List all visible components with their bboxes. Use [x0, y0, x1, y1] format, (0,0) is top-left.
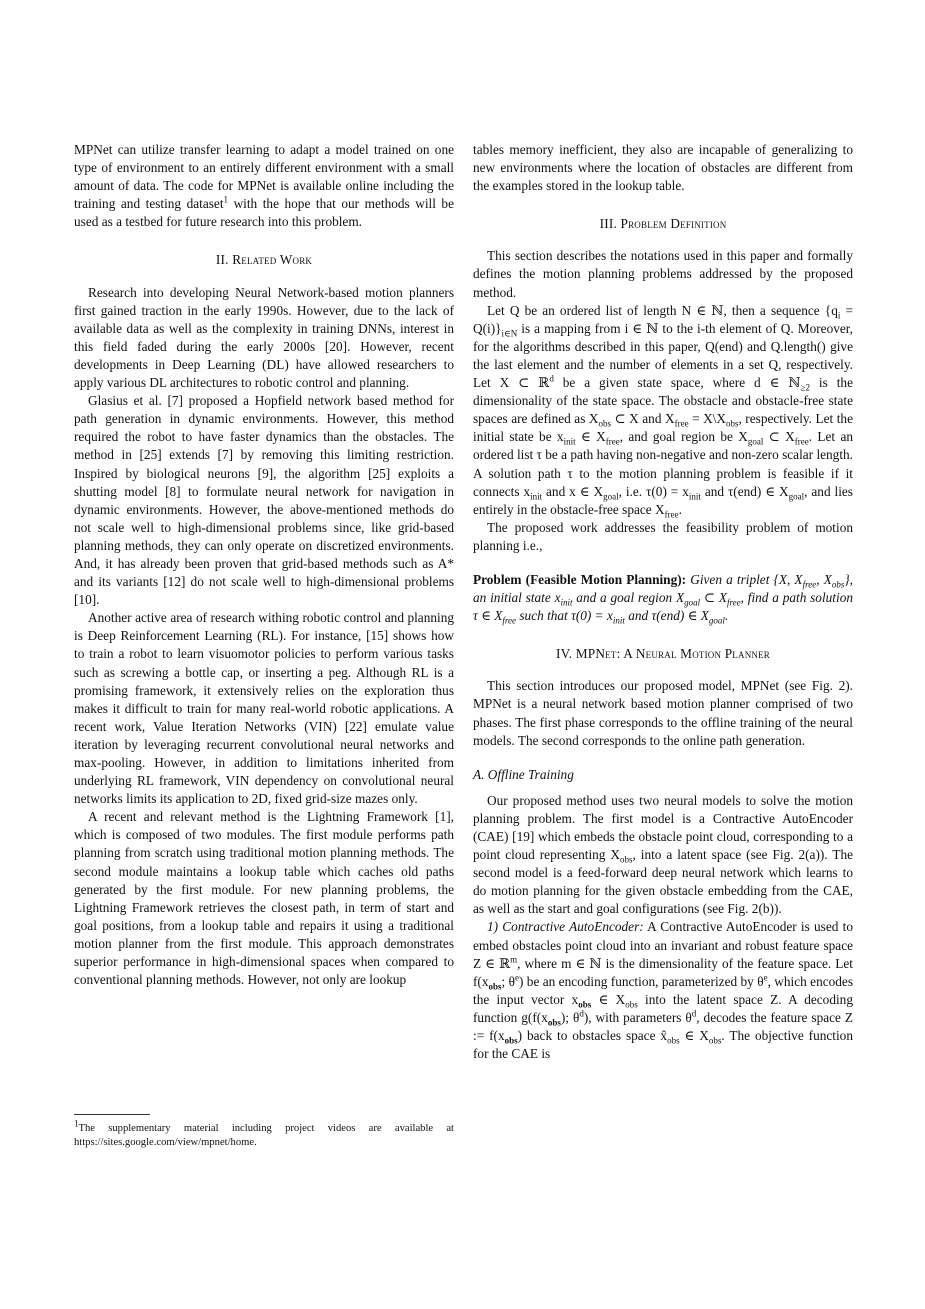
paragraph: tables memory inefficient, they also are incapable of generalizing to new environments where the location of obstacles are different from the examples stored in the lookup table.	[473, 142, 853, 194]
problem-statement: Problem (Feasible Motion Planning): Given a triplet {X, $X_{free}$, $X_{obs}$}, an initial state $x_{init}$ and a goal region $X_{goal}$ ⊂ $X_{free}$, find a path solution τ ∈ $X_{free}$ such that $\tau(0) = x_{init}$ and τ(end) ∈ $X_{goal}$.	[473, 571, 853, 626]
paragraph: Another active area of research withing robotic control and planning is Deep Reinforcement Learning (RL). For instance, [15] shows how to train a robot to learn visuomotor policies to perform various tasks such as screwing a bottle cap, or inserting a peg. Although RL is a promising framework, it extensively relies on the exploration thus makes it difficult to train for many real-world robotic applications. A recent work, Value Iteration Networks (VIN) [22] emulate value iteration by leveraging recurrent convolutional neural networks and max-pooling. However, in addition to limitations inherited from underlying RL framework, VIN dependency on convolutional neural networks limits its application to 2D, fixed grid-size mazes only.	[74, 610, 454, 807]
footnote: $^1$The supplementary material including project videos are available at https://sites.google.com/view/mpnet/home.	[74, 1118, 454, 1148]
paragraph: This section introduces our proposed model, MPNet (see Fig. 2). MPNet is a neural network based motion planner comprised of two phases. The first phase corresponds to the offline training of the neural models. The second corresponds to the online path generation.	[473, 678, 853, 748]
paragraph: Our proposed method uses two neural models to solve the motion planning problem. The first model is a Contractive AutoEncoder (CAE) [19] which embeds the obstacle point cloud, corresponding to a point cloud representing $X_{obs}$, into a latent space (see Fig. 2(a)). The second model is a feed-forward deep neural network which learns to do motion planning for the given obstacle embedding from the CAE, as well as the start and goal configurations (see Fig. 2(b)).	[473, 792, 853, 917]
section-heading-problem-definition: III. Problem Definition	[599, 216, 727, 232]
section-heading-related-work: II. Related Work	[215, 252, 313, 268]
left-column	[74, 141, 454, 989]
footnote-rule	[74, 1114, 150, 1115]
right-column	[473, 141, 853, 1063]
paragraph-cae: 1) Contractive AutoEncoder: A Contractive AutoEncoder is used to embed obstacles point cloud into an invariant and robust feature space Z ∈ ℝ$^m$, where m ∈ ℕ is the dimensionality of the feature space. Let $f(x_{obs}$; $\theta^e$) be an encoding function, parameterized by $\theta^e$, which encodes the input vector $x_{obs}$ ∈ $X_{obs}$ into the latent space Z. A decoding function $g(f(x_{obs})$; $\theta^d$), with parameters $\theta^d$, decodes the feature space Z := $f(x_{obs})$ back to obstacles space $x̂_{obs}$ ∈ $X_{obs}$. The objective function for the CAE is	[473, 919, 853, 1062]
intro-paragraph: MPNet can utilize transfer learning to adapt a model trained on one type of environment to an entirely different environment with a small amount of data. The code for MPNet is available online including the training and testing dataset$^1$ with the hope that our methods will be used as a testbed for future research into this problem.	[74, 142, 454, 230]
subsection-heading-offline-training: A. Offline Training	[473, 766, 574, 782]
paragraph: This section describes the notations used in this paper and formally defines the motion planning problems addressed by the proposed method.	[473, 248, 853, 300]
paragraph: Research into developing Neural Network-based motion planners first gained traction in the early 1990s. However, due to the lack of available data as well as the complexity in training DNNs, interest in this field faded during the early 2000s [20]. However, recent developments in Deep Learning (DL) have allowed researchers to apply various DL architectures to robotic control and planning.	[74, 284, 454, 391]
paragraph-notation: Let Q be an ordered list of length N ∈ ℕ, then a sequence $\{q_i = Q(i)\}_{i\in N}$ is a mapping from i ∈ ℕ to the i-th element of Q. Moreover, for the algorithms described in this paper, Q(end) and Q.length() give the last element and the number of elements in a set Q, respectively. Let X ⊂ ℝ$^d$ be a given state space, where d ∈ ℕ$_{\ge 2}$ is the dimensionality of the state space. The obstacle and obstacle-free state spaces are defined as $X_{obs}$ ⊂ X and $X_{free}$ = $X\backslash X_{obs}$, respectively. Let the initial state be $x_{init}$ ∈ $X_{free}$, and goal region be $X_{goal}$ ⊂ $X_{free}$. Let an ordered list τ be a path having non-negative and non-zero scalar length. A solution path τ to the motion planning problem is feasible if it connects $x_{init}$ and x ∈ $X_{goal}$, i.e. $\tau(0) = x_{init}$ and τ(end) ∈ $X_{goal}$, and lies entirely in the obstacle-free space $X_{free}$.	[473, 302, 853, 520]
paragraph: The proposed work addresses the feasibility problem of motion planning i.e.,	[473, 519, 853, 553]
paragraph: A recent and relevant method is the Lightning Framework [1], which is composed of two modules. The first module performs path planning from scratch using traditional motion planning methods. The second module maintains a lookup table which caches old paths generated by the first module. For new planning problems, the Lightning Framework retrieves the closest path, in term of start and goal positions, from a lookup table and repairs it using a traditional motion planner from the first module. This approach demonstrates superior performance in high-dimensional spaces when compared to conventional planning methods. However, not only are lookup	[74, 809, 454, 988]
paragraph: Glasius et al. [7] proposed a Hopfield network based method for path generation in dynamic environments. However, this method required the robot to have faster dynamics than the obstacles. The method in [25] extends [7] by removing this limiting restriction. Inspired by biological neurons [9], the algorithm [25] exploits a shutting model [8] to formulate neural network for navigation in dynamic environments. However, the above-mentioned methods do not scale well to high-dimensional problems since, like grid-based planning methods, they can only operate on discretized environments. And, it has already been proven that grid-based methods such as A* and its variants [12] do not scale well to high-dimensional problems [10].	[74, 393, 454, 608]
section-heading-mpnet: IV. MPNet: A Neural Motion Planner	[555, 646, 770, 662]
